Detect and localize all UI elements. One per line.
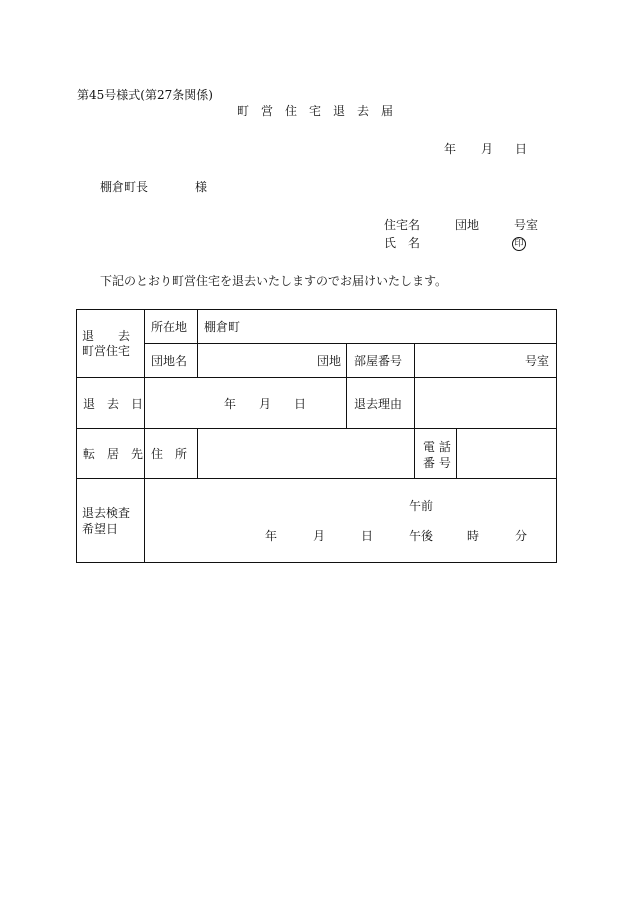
move-out-date-field[interactable]	[145, 378, 345, 428]
move-out-year: 年	[224, 397, 237, 411]
inspection-date-field[interactable]	[145, 479, 555, 561]
addressee-name: 棚倉町長	[100, 180, 149, 194]
date-year-label: 年	[444, 142, 457, 156]
reason-label: 退去理由	[354, 397, 403, 411]
date-day-label: 日	[515, 142, 528, 156]
form-number: 第45号様式(第27条関係)	[77, 88, 213, 102]
inspection-label-line1: 退去検査	[82, 506, 131, 520]
address-label: 住 所	[151, 447, 188, 461]
residence-label: 住宅名	[384, 218, 421, 232]
phone-field[interactable]	[457, 429, 555, 478]
row-header-move-out: 退 去	[82, 329, 131, 343]
am-label: 午前	[409, 499, 434, 513]
inspection-day: 日	[361, 529, 374, 543]
move-out-day: 日	[294, 397, 307, 411]
room-number-label: 部屋番号	[354, 354, 403, 368]
inspection-label-line2: 希望日	[82, 522, 119, 536]
inspection-minute: 分	[515, 529, 528, 543]
danchi-label: 団地	[455, 218, 480, 232]
document-title: 町 営 住 宅 退 去 届	[237, 104, 394, 118]
room-suffix: 号室	[525, 354, 550, 368]
seal-mark	[512, 235, 526, 251]
inspection-month: 月	[313, 529, 326, 543]
body-statement: 下記のとおり町営住宅を退去いたしますのでお届けいたします。	[100, 274, 448, 288]
row-header-public-housing: 町営住宅	[82, 344, 131, 358]
danchi-suffix: 団地	[317, 354, 342, 368]
pm-label: 午後	[409, 529, 434, 543]
date-month-label: 月	[481, 142, 494, 156]
danchi-name-label: 団地名	[151, 354, 188, 368]
name-label: 氏 名	[384, 236, 421, 250]
new-residence-label: 転 居 先	[83, 447, 144, 461]
phone-label-line2: 番 号	[423, 456, 451, 470]
inspection-year: 年	[265, 529, 278, 543]
reason-field[interactable]	[415, 378, 555, 428]
phone-label-line1: 電 話	[423, 440, 451, 454]
addressee-honorific: 様	[195, 180, 208, 194]
move-out-date-label: 退 去 日	[83, 397, 144, 411]
location-value: 棚倉町	[204, 320, 241, 334]
move-out-month: 月	[259, 397, 272, 411]
location-label: 所在地	[151, 320, 188, 334]
seal-icon: 印	[512, 237, 526, 251]
address-field[interactable]	[198, 429, 413, 478]
room-label: 号室	[514, 218, 539, 232]
inspection-hour: 時	[467, 529, 480, 543]
